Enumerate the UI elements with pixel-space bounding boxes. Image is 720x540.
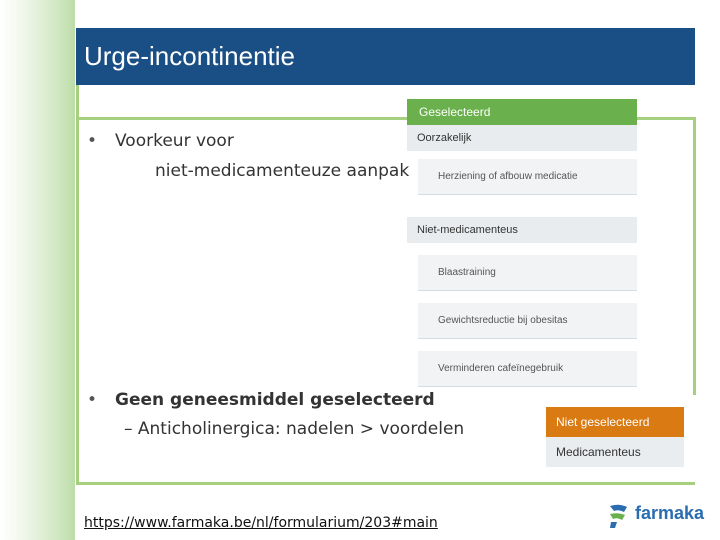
bullet-no-drug-text: Geen geneesmiddel geselecteerd: [115, 390, 435, 410]
selected-panel-header: Geselecteerd: [407, 99, 637, 125]
farmaka-logo-icon: [607, 503, 631, 529]
sub-bullet-anticholinergics: [124, 419, 464, 439]
frame-connector: [76, 85, 79, 120]
bullet-preference-line1: Voorkeur voor: [115, 131, 234, 151]
list-item[interactable]: Verminderen cafeïnegebruik: [418, 351, 637, 387]
list-item[interactable]: Herziening of afbouw medicatie: [418, 159, 637, 195]
decorative-left-strip: [0, 0, 75, 540]
section-title-causal: Oorzakelijk: [407, 125, 637, 151]
sub-bullet-dash: –: [124, 419, 133, 439]
section-title-non-drug: Niet-medicamenteus: [407, 217, 637, 243]
slide-title: Urge-incontinentie: [76, 28, 695, 85]
selected-panel: [407, 99, 637, 387]
list-item[interactable]: Gewichtsreductie bij obesitas: [418, 303, 637, 339]
farmaka-logo: [607, 500, 717, 532]
sub-bullet-text: Anticholinergica: nadelen > voordelen: [137, 419, 465, 439]
not-selected-panel: [546, 407, 684, 467]
bullet-dot: •: [87, 131, 98, 151]
bullet-preference-line2: niet-medicamenteuze aanpak: [155, 161, 410, 181]
list-item[interactable]: Blaastraining: [418, 255, 637, 291]
farmaka-logo-text: farmaka: [635, 503, 705, 523]
content-frame-right-edge: [693, 117, 696, 395]
not-selected-panel-header: Niet geselecteerd: [546, 407, 684, 437]
list-item[interactable]: Medicamenteus: [546, 437, 684, 467]
formularium-link[interactable]: https://www.farmaka.be/nl/formularium/203#main: [84, 515, 438, 531]
bullet-dot: •: [87, 390, 98, 410]
